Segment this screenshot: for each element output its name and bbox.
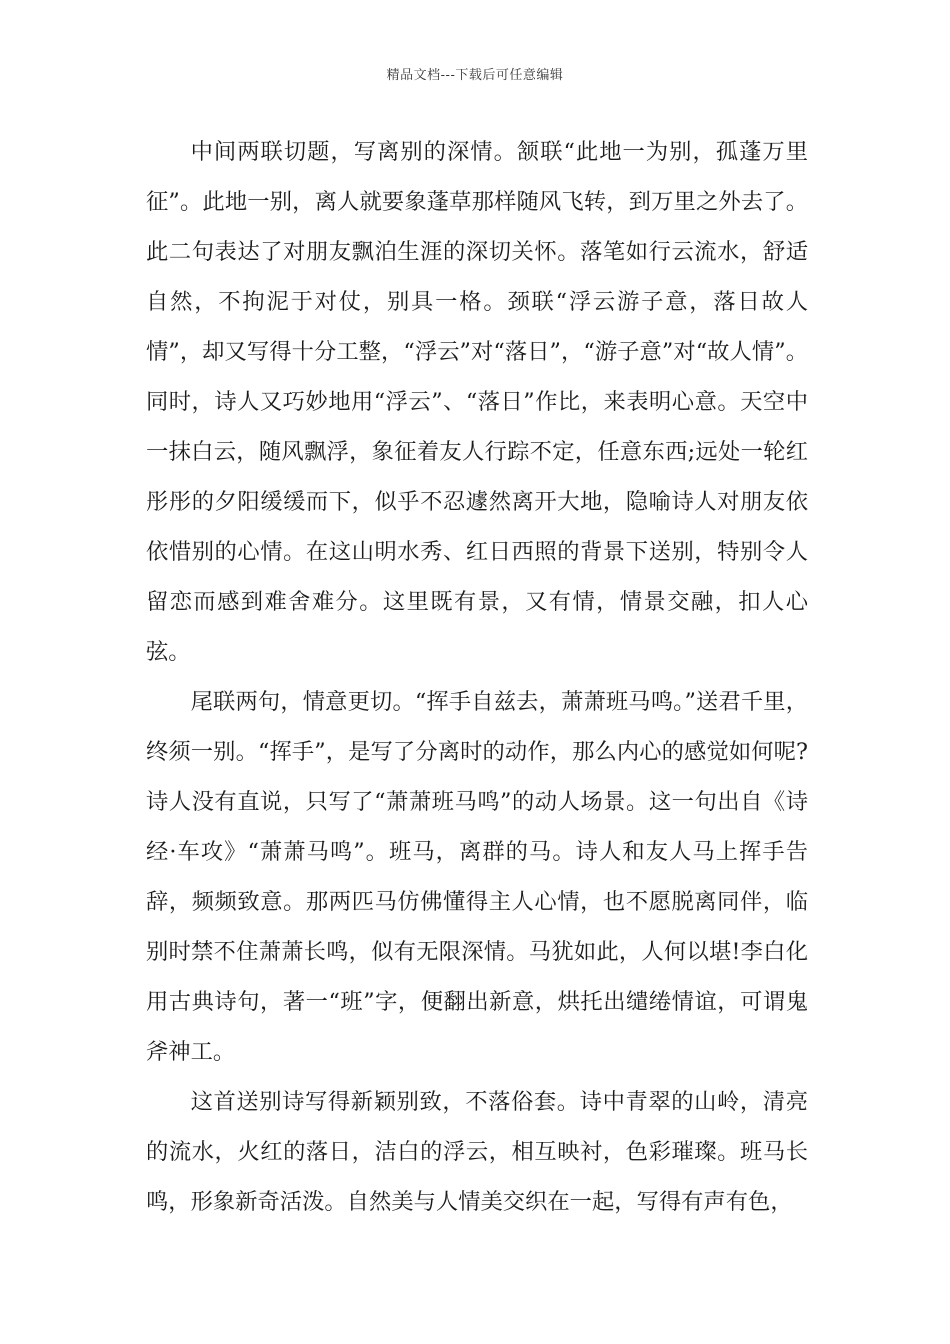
paragraph-2: 尾联两句，情意更切。“挥手自兹去，萧萧班马鸣。”送君千里，终须一别。“挥手”，是写了分离时的动作，那么内心的感觉如何呢?诗人没有直说，只写了“萧萧班马鸣”的动人场景。这一句出自《诗经·车攻》“萧萧马鸣”。班马，离群的马。诗人和友人马上挥手告辞，频频致意。那两匹马仿佛懂得主人心情，也不愿脱离同伴，临别时禁不住萧萧长鸣，似有无限深情。马犹如此，人何以堪!李白化用古典诗句，著一“班”字，便翻出新意，烘托出缱绻情谊，可谓鬼斧神工。: [146, 689, 808, 1065]
document-body: [146, 127, 808, 1227]
page-header: 精品文档---下载后可任意编辑: [386, 68, 564, 83]
paragraph-1: 中间两联切题，写离别的深情。颔联“此地一为别，孤蓬万里征”。此地一别，离人就要象蓬草那样随风飞转，到万里之外去了。此二句表达了对朋友飘泊生涯的深切关怀。落笔如行云流水，舒适自然，不拘泥于对仗，别具一格。颈联“浮云游子意，落日故人情”，却又写得十分工整，“浮云”对“落日”，“游子意”对“故人情”。同时，诗人又巧妙地用“浮云”、“落日”作比，来表明心意。天空中一抹白云，随风飘浮，象征着友人行踪不定，任意东西;远处一轮红彤彤的夕阳缓缓而下，似乎不忍遽然离开大地，隐喻诗人对朋友依依惜别的心情。在这山明水秀、红日西照的背景下送别，特别令人留恋而感到难舍难分。这里既有景，又有情，情景交融，扣人心弦。: [146, 139, 808, 665]
paragraph-3: 这首送别诗写得新颖别致，不落俗套。诗中青翠的山岭，清亮的流水，火红的落日，洁白的浮云，相互映衬，色彩璀璨。班马长鸣，形象新奇活泼。自然美与人情美交织在一起，写得有声有色，: [146, 1089, 808, 1215]
